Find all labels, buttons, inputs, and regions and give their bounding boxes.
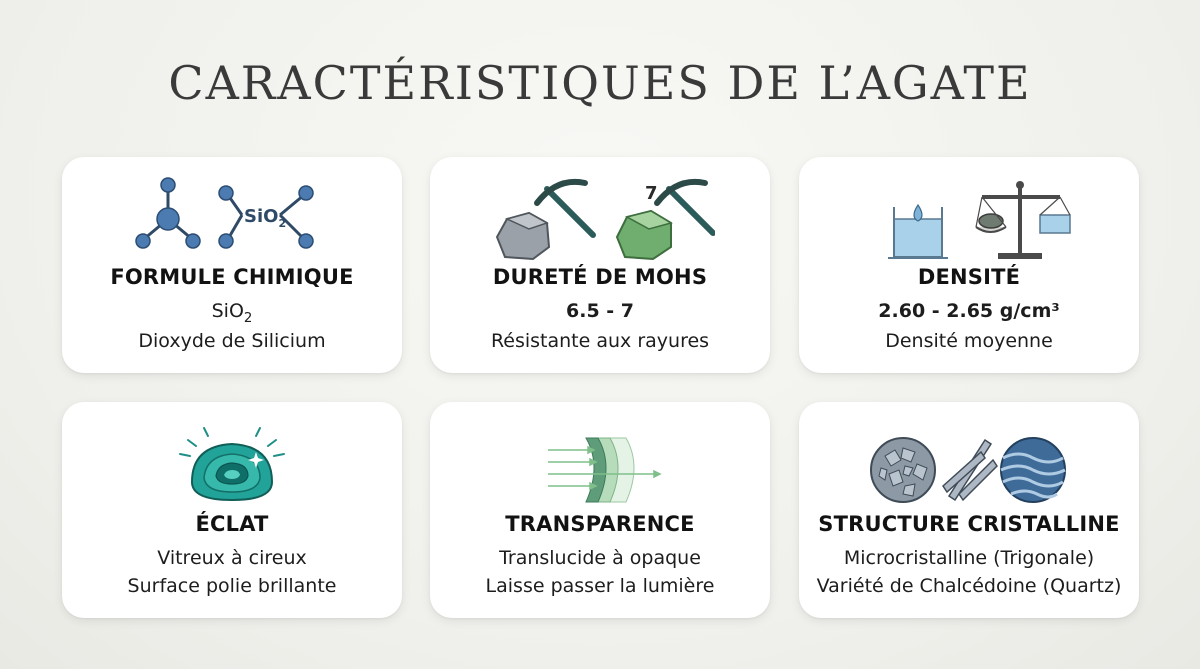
- card-value: Vitreux à cireux: [157, 547, 307, 569]
- card-description: Surface polie brillante: [127, 575, 337, 597]
- crystal-structure-icon: [799, 412, 1139, 512]
- card-density: [799, 157, 1139, 373]
- card-heading: DENSITÉ: [917, 265, 1021, 289]
- card-heading: TRANSPARENCE: [505, 512, 695, 536]
- polished-stone-icon: [62, 412, 402, 512]
- card-mohs-hardness: [430, 157, 770, 373]
- card-description: Laisse passer la lumière: [485, 575, 715, 597]
- light-through-layer-icon: [430, 412, 770, 512]
- hammer-rock-icon: [430, 167, 770, 267]
- card-description: Résistante aux rayures: [490, 330, 710, 352]
- card-value: SiO$_2$: [211, 300, 253, 326]
- svg-text:SiO2: SiO$_2$: [244, 206, 287, 230]
- card-heading: STRUCTURE CRISTALLINE: [818, 512, 1120, 536]
- card-crystal-structure: [799, 402, 1139, 618]
- card-value: Translucide à opaque: [499, 547, 701, 569]
- card-value: Microcristalline (Trigonale): [843, 547, 1095, 569]
- card-description: Variété de Chalcédoine (Quartz): [816, 575, 1122, 597]
- card-heading: FORMULE CHIMIQUE: [110, 265, 354, 289]
- card-description: Densité moyenne: [885, 330, 1053, 352]
- card-heading: ÉCLAT: [195, 512, 269, 536]
- card-description: Dioxyde de Silicium: [138, 330, 326, 352]
- card-transparency: [430, 402, 770, 618]
- page-title: CARACTÉRISTIQUES DE L’AGATE: [168, 56, 1032, 110]
- card-value: 2.60 - 2.65 g/cm³: [878, 300, 1060, 322]
- balance-scale-icon: [799, 167, 1139, 267]
- molecule-icon: [62, 167, 402, 267]
- card-chemical-formula: [62, 157, 402, 373]
- card-heading: DURETÉ DE MOHS: [492, 265, 708, 289]
- svg-text:7: 7: [645, 183, 658, 204]
- card-value: 6.5 - 7: [566, 300, 634, 322]
- card-luster: [62, 402, 402, 618]
